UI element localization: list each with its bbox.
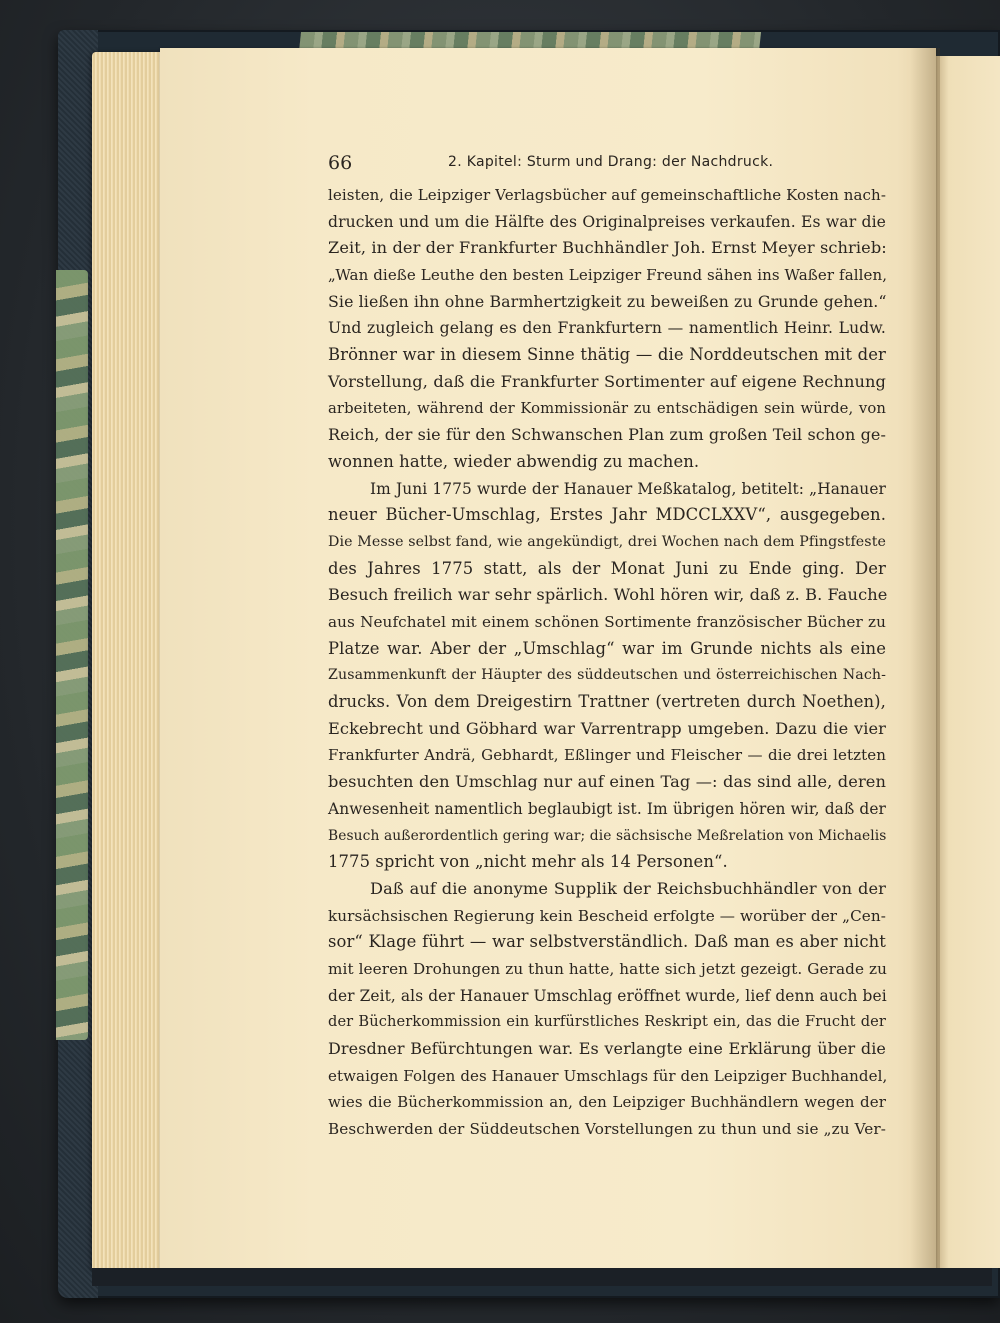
text-line: sor“ Klage führt — war selbstverständlich. Daß man es aber nicht — [328, 932, 886, 952]
text-line: der Zeit, als der Hanauer Umschlag eröffnet wurde, lief denn auch bei — [328, 986, 887, 1005]
text-line: kursächsischen Regierung kein Bescheid erfolgte — worüber der „Cen- — [328, 906, 886, 925]
text-line: der Bücherkommission ein kurfürstliches Reskript ein, das die Frucht der — [328, 1013, 886, 1031]
page-block-edge — [92, 52, 164, 1272]
text-line: des Jahres 1775 statt, als der Monat Juni zu Ende ging. Der — [328, 558, 886, 578]
text-line: Besuch freilich war sehr spärlich. Wohl hören wir, daß z. B. Fauche — [328, 585, 888, 605]
text-line: besuchten den Umschlag nur auf einen Tag —: das sind alle, deren — [328, 772, 886, 792]
cover-bottom-edge — [92, 1268, 992, 1286]
text-line: Eckebrecht und Göbhard war Varrentrapp umgeben. Dazu die vier — [328, 718, 886, 738]
text-line: Anwesenheit namentlich beglaubigt ist. Im übrigen hören wir, daß der — [328, 799, 886, 818]
text-line: aus Neufchatel mit einem schönen Sortimente französischer Bücher zu — [328, 613, 886, 631]
running-head — [328, 152, 886, 178]
gutter-shadow — [910, 48, 940, 1274]
text-line: etwaigen Folgen des Hanauer Umschlags für den Leipziger Buchhandel, — [328, 1066, 888, 1085]
text-line: Zeit, in der der Frankfurter Buchhändler Joh. Ernst Meyer schrieb: — [328, 238, 887, 258]
text-line: Platze war. Aber der „Umschlag“ war im Grunde nichts als eine — [328, 638, 886, 658]
text-line: Besuch außerordentlich gering war; die sächsische Meßrelation von Michaelis — [328, 827, 887, 844]
text-line: wonnen hatte, wieder abwendig zu machen. — [328, 451, 700, 471]
body-text — [328, 182, 886, 1143]
text-line: Dresdner Befürchtungen war. Es verlangte eine Erklärung über die — [328, 1039, 886, 1058]
text-line: neuer Bücher-Umschlag, Erstes Jahr MDCCLXXV“, ausgegeben. — [328, 505, 886, 525]
text-line: Beschwerden der Süddeutschen Vorstellungen zu thun und sie „zu Ver- — [328, 1120, 886, 1139]
text-line: Frankfurter Andrä, Gebhardt, Eßlinger und Fleischer — die drei letzten — [328, 746, 886, 765]
text-line: 1775 spricht von „nicht mehr als 14 Personen“. — [328, 852, 728, 872]
text-line: drucken und um die Hälfte des Originalpreises verkaufen. Es war die — [328, 212, 886, 231]
text-line: arbeiteten, während der Kommissionär zu entschädigen sein würde, von — [328, 399, 886, 417]
text-line: Daß auf die anonyme Supplik der Reichsbuchhändler von der — [370, 878, 886, 898]
text-line: Reich, der sie für den Schwanschen Plan zum großen Teil schon ge- — [328, 425, 886, 445]
text-line: Zusammenkunft der Häupter des süddeutschen und österreichischen Nach- — [328, 667, 886, 684]
text-line: „Wan dieße Leuthe den besten Leipziger Freund sähen ins Waßer fallen, — [328, 266, 888, 285]
marbled-endpaper-left — [56, 270, 88, 1040]
text-line: Im Juni 1775 wurde der Hanauer Meßkatalog, betitelt: „Hanauer — [370, 479, 886, 498]
text-line: leisten, die Leipziger Verlagsbücher auf gemeinschaftliche Kosten nach- — [328, 186, 886, 204]
text-line: drucks. Von dem Dreigestirn Trattner (vertreten durch Noethen), — [328, 692, 886, 712]
chapter-title: 2. Kapitel: Sturm und Drang: der Nachdruck. — [448, 154, 774, 170]
text-line: Vorstellung, daß die Frankfurter Sortimenter auf eigene Rechnung — [328, 371, 886, 391]
text-line: Brönner war in diesem Sinne thätig — die Norddeutschen mit der — [328, 345, 886, 365]
facing-page-edge — [936, 56, 1000, 1268]
text-line: Und zugleich gelang es den Frankfurtern — namentlich Heinr. Ludw. — [328, 319, 886, 338]
text-line: mit leeren Drohungen zu thun hatte, hatte sich jetzt gezeigt. Gerade zu — [328, 959, 887, 978]
text-line: Sie ließen ihn ohne Barmhertzigkeit zu beweißen zu Grunde gehen.“ — [328, 291, 887, 311]
page-number: 66 — [328, 152, 353, 174]
text-line: wies die Bücherkommission an, den Leipziger Buchhändlern wegen der — [328, 1093, 886, 1112]
text-line: Die Messe selbst fand, wie angekündigt, drei Wochen nach dem Pfingstfeste — [328, 533, 886, 550]
